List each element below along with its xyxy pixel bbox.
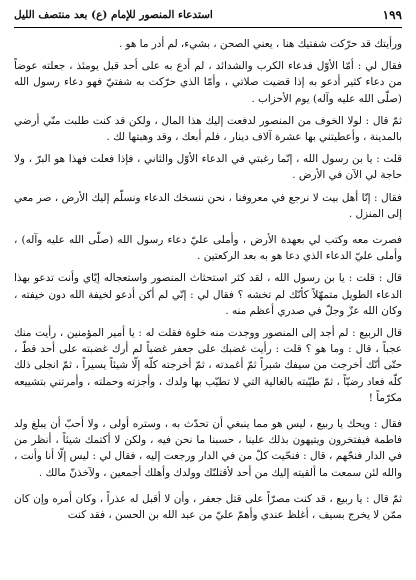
page-header	[14, 6, 402, 24]
page-body	[14, 36, 402, 523]
running-title: استدعاء المنصور للإمام (ع) بعد منتصف الليل	[14, 9, 213, 21]
page-number: ١٩٩	[382, 8, 402, 22]
header-divider	[14, 27, 402, 28]
paragraph: ثمّ قال : يا ربيع ، قد كنت مصرّاً على قتل جعفر ، وأن لا أقبل له عذراً ، وكان أمره وإن كان ممّن لا يخرج بسيف ، أغلظ عندي وأهمّ عليّ من عبد الله بن الحسن ، فقد كنت	[14, 492, 402, 522]
paragraph: فصرت معه وكتب لي بعهدة الأرض ، وأملى عليّ دعاء رسول الله (صلّى الله عليه وآله) ، وأملى عليّ الدعاء الذي دعا هو به بعد الركعتين .	[14, 234, 402, 263]
paragraph: قلت : يا بن رسول الله ، إنّما رغبتي في الدعاء الأوّل والثاني ، فإذا فعلت فهذا هو البرّ ، ولا حاجة لي الآن في الأرض .	[14, 153, 402, 182]
paragraph: ورأيتك قد حرّكت شفتيك هنا ، يعني الصحن ، بشيء، لم أدر ما هو .	[118, 38, 402, 50]
paragraph: فقال : إنّا أهل بيت لا نرجع في معروفنا ، نحن ننسخك الدعاء ونسلّم إليك الأرض ، صر معي إلى المنزل .	[14, 191, 402, 220]
paragraph: ثمّ قال : لولا الخوف من المنصور لدفعت إليك هذا المال ، ولكن قد كنت طلبت منّي أرضي بالمدينة ، وأعطيتني بها عشرة آلاف دينار ، فلم أبعك ، وقد وهبتها لك .	[14, 114, 402, 144]
paragraph: فقال لي : أمّا الأوّل فدعاء الكرب والشدائد ، لم أدع به على أحد قبل يومئذ ، جعلته عوضاً من دعاء كثير أدعو به إذا قضيت صلاتي ، وأمّا الذي حرّكت به شفتيّ فهو دعاء رسول الله (صلّى الله عليه وآله) يوم الأحزاب .	[14, 60, 402, 105]
paragraph: قال : قلت : يا بن رسول الله ، لقد كثر استحثاث المنصور واستعجاله إيّاي وأنت تدعو بهذا الدعاء الطويل متمهّلاً كأنّك لم تخشه ؟ فقال لي : إنّي لم أكن أدعو لخيفة الله دون خيفته ، وكان الله عزّ وجلّ في صدري أعظم منه .	[14, 272, 402, 317]
paragraph: فقال : ويحك يا ربيع ، ليس هو مما ينبغي أن تحدّث به ، وستره أولى ، ولا أحبّ أن يبلغ ولد فاطمة فيفتخرون ويتيهون بذلك علينا ، حسبنا ما نحن فيه ، ولكن لا أكتمك شيئاً ، أنظر من في الدار فنحّهم ، قال : فنحّيت كلّ من في الدار ورجعت إليه ، فقال لي : ليس إلّا أنا وأنت ، والله لئن سمعت ما ألقيته إليك من أحد لأقتلنّك وولدك وأهلك أجمعين ، ولآخذنّ مالك .	[14, 418, 402, 479]
paragraph: قال الربيع : لم أجد إلى المنصور ووجدت منه خلوة فقلت له : يا أمير المؤمنين ، رأيت منك عجباً ، قال : وما هو ؟ قلت : رأيت غضبك على جعفر غضباً لم أرك غضبته على أحد قطّ ، حتّى أنّك أخرجت من سيفك شبراً ثمّ أغمدته ، ثمّ أخرجته كلّه إلّا شيئاً يسيراً ، ثمّ انجلى ذلك كلّه فعاد رضيّاً ، ثمّ طيّبته بالغالية التي لا تطيّب بها ولدك ، وأجزته وحملته ، وأمرتني بتشييعه مكرّماً !	[14, 327, 402, 404]
